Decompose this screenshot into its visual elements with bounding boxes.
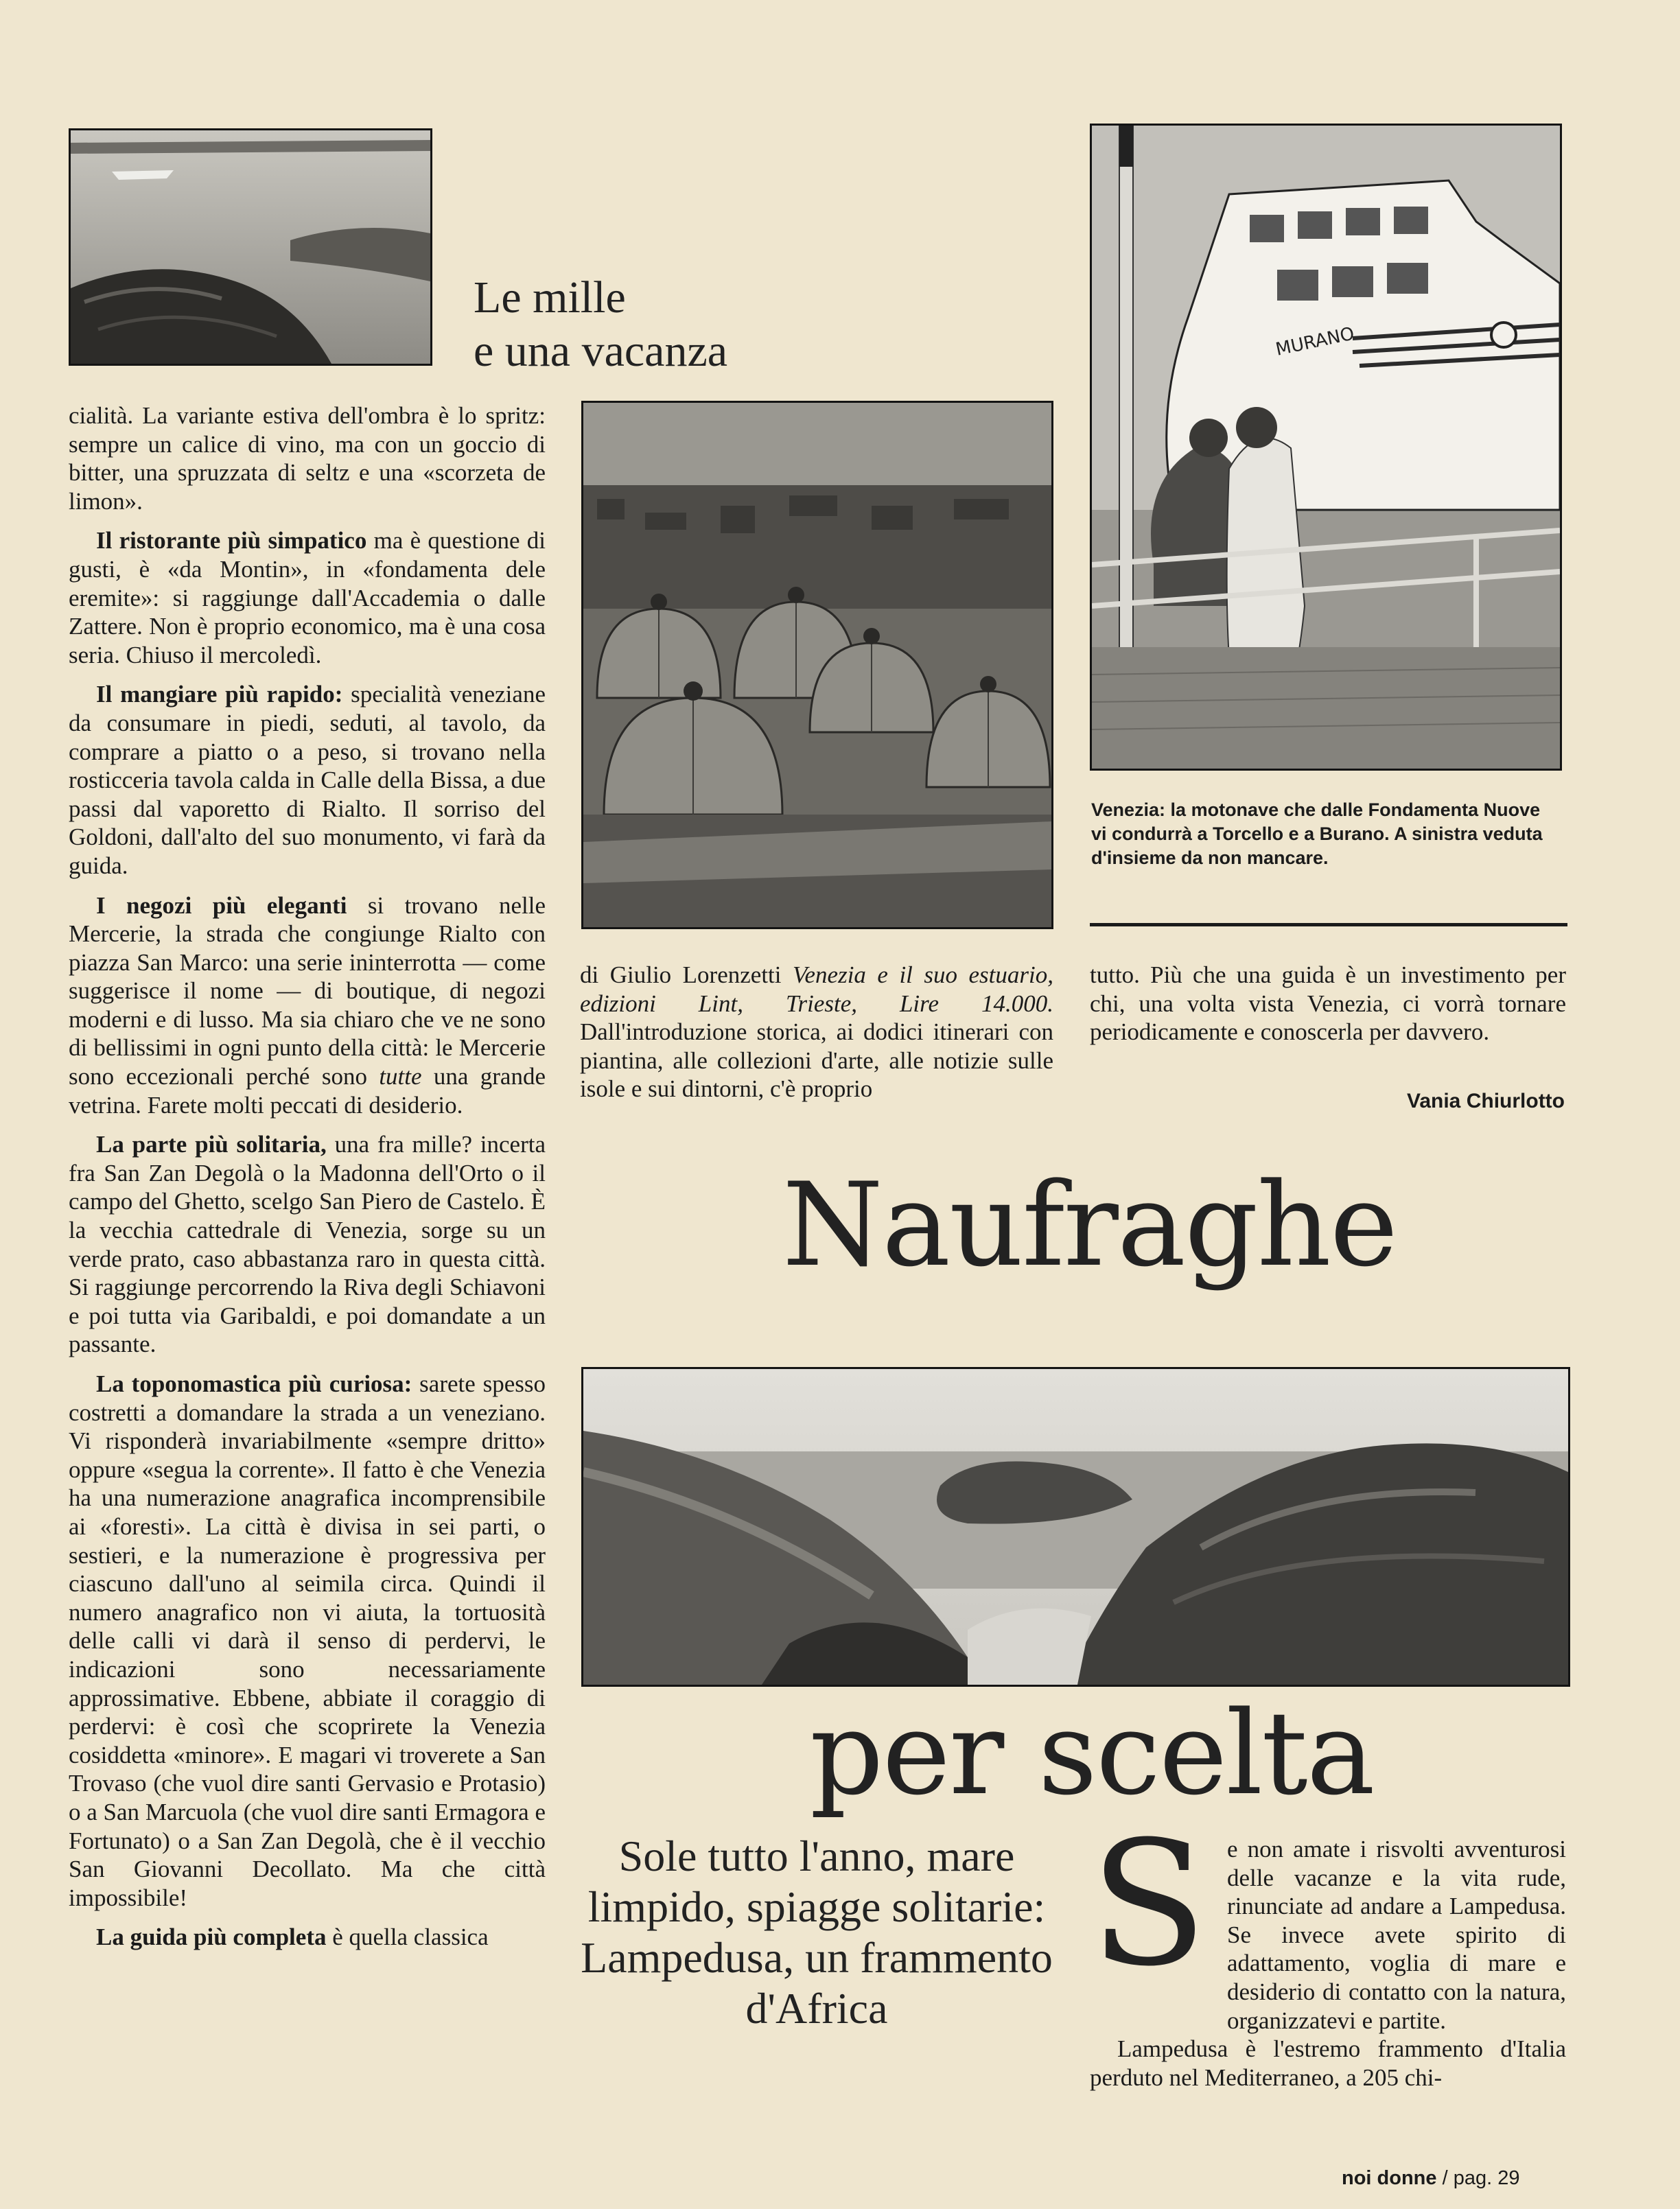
paragraph-solitaria [69, 1130, 546, 1359]
p3-lead: Il mangiare più rapido: [96, 681, 343, 708]
article-bottom-body [1090, 1835, 1566, 2103]
col2-emphasis: Venezia e il suo estuario, edizioni Lint, Trieste, Lire 14.000. [580, 961, 1054, 1017]
headline-per-scelta: per scelta [810, 1686, 1374, 1821]
p4-text-a: si trovano nelle Mercerie, la strada che congiunge Rialto con piazza San Marco: una serie ininterrotta — come suggerisce il nome — di boutique, di negozi moderni e di lusso. Ma sia chiaro che ve ne sono di bellissimi in ogni punto della città: le Mercerie sono eccezionali perché sono [69, 891, 546, 1090]
paragraph-toponomastica [69, 1370, 546, 1912]
paragraph-mangiare [69, 680, 546, 880]
motonave-photo [1090, 124, 1562, 771]
p7-text: è quella classica [326, 1924, 489, 1951]
p5-lead: La parte più solitaria, [96, 1131, 327, 1158]
article-column-3 [1090, 961, 1566, 1057]
article-deck: Sole tutto l'anno, mare limpido, spiagge solitarie: Lampedusa, un frammento d'Africa [581, 1832, 1053, 2033]
section-divider [1090, 923, 1567, 926]
p6-lead: La toponomastica più curiosa: [96, 1370, 412, 1397]
boat-name-label: MURANO [1274, 323, 1357, 360]
paragraph-spritz [69, 401, 546, 515]
dropcap-spacer [1090, 1835, 1227, 2013]
page-footer [1342, 2167, 1568, 2190]
p3-text: specialità veneziane da consumare in piedi, seduti, al tavolo, da comprare a piatto o a peso, si trovano nella rosticceria tavola calda in Calle della Bissa, a due passi dal vaporetto di Rialto. Il sorriso del Goldoni, dall'alto del suo monumento, vi farà da guida. [69, 681, 546, 879]
col2-text-b: Dall'introduzione storica, ai dodici itinerari con piantina, alle collezioni d'arte, alle notizie sulle isole e sui dintorni, c'è proprio [580, 1018, 1053, 1103]
p4-emphasis: tutte [379, 1063, 422, 1090]
paragraph-ristorante [69, 526, 546, 669]
col3-text: tutto. Più che una guida è un investimento per chi, una volta vista Venezia, ci vorrà tornare periodicamente e conoscerla per davvero. [1090, 961, 1566, 1046]
title-line-2: e una vacanza [474, 326, 728, 376]
article-column-2 [580, 961, 1053, 1114]
p4-text-b: una grande vetrina. Farete molti peccati di desiderio. [69, 1063, 546, 1119]
body-p2: Lampedusa è l'estremo frammento d'Italia perduto nel Mediterraneo, a 205 chi- [1090, 2035, 1566, 2091]
paragraph-lampedusa-geo [1090, 2035, 1566, 2092]
drop-cap: S [1090, 1804, 1208, 2004]
lampedusa-photo [581, 1367, 1570, 1687]
author-name: Vania Chiurlotto [1406, 1090, 1565, 1112]
body-p1: e non amate i risvolti avventurosi delle vacanze e la vita rude, rinunciate ad andare a Lampedusa. Se invece avete spirito di adattamento, voglia di mare e desiderio di contatto con la natura, organizzatevi e partite. [1227, 1836, 1566, 2034]
paragraph-guida [69, 1923, 546, 1952]
paragraph-negozi [69, 891, 546, 1120]
photo-caption: Venezia: la motonave che dalle Fondamenta Nuove vi condurrà a Torcello e a Burano. A sinistra veduta d'insieme da non mancare. [1091, 799, 1543, 868]
p5-text: una fra mille? incerta fra San Zan Degolà o la Madonna dell'Orto o il campo del Ghetto, scelgo San Piero de Castelo. È la vecchia cattedrale di Venezia, sorge su un verde prato, caso abbastanza raro in questa città. Si raggiunge percorrendo la Riva degli Schiavoni e poi tutta via Garibaldi, e poi domandate a un passante. [69, 1131, 546, 1358]
article-title-top [474, 271, 858, 378]
coastline-photo [69, 128, 432, 366]
p4-lead: I negozi più eleganti [96, 891, 347, 919]
p2-text: ma è questione di gusti, è «da Montin», in «fondamenta dele eremite»: si raggiunge dall'Accademia o dalle Zattere. Non è proprio economico, ma è una cosa seria. Chiuso il mercoledì. [69, 527, 546, 668]
paragraph-lorenzetti [580, 961, 1053, 1103]
p7-lead: La guida più completa [96, 1924, 327, 1951]
p6-text: sarete spesso costretti a domandare la strada a un veneziano. Vi risponderà invariabilmente «sempre dritto» oppure «segua la corrente». Il fatto è che Venezia ha una numerazione anagrafica incomprensibile ai «foresti». La città è divisa in sei parti, o sestieri, e la numerazione è progressiva per ciascuno dall'uno al seimila circa. Quindi il numero anagrafico non vi aiuta, la tortuosità delle calli vi darà il senso di perdervi, le indicazioni sono necessariamente approssimative. Ebbene, abbiate il coraggio di perdervi: è così che scoprirete la Venezia cosiddetta «minore». E magari vi troverete a San Trovaso (che vuol dire santi Gervasio e Protasio) o a San Marcuola (che vuol dire santi Ermagora e Fortunato) o a San Zan Degolà, che è il vecchio San Giovanni Decollato. Ma che città impossibile! [69, 1370, 546, 1911]
paragraph-investimento [1090, 961, 1566, 1047]
p1-text: cialità. La variante estiva dell'ombra è lo spritz: sempre un calice di vino, ma con un goccio di bitter, una spruzzata di seltz e una «scorzeta de limon». [69, 402, 546, 515]
magazine-name: noi donne [1342, 2167, 1437, 2189]
article-column-1 [69, 401, 546, 1963]
title-line-1: Le mille [474, 272, 626, 323]
footer-separator: / [1442, 2167, 1448, 2189]
paragraph-lampedusa-intro [1090, 1835, 1566, 2035]
page-number: pag. 29 [1453, 2167, 1520, 2189]
headline-naufraghe: Naufraghe [782, 1158, 1397, 1292]
p2-lead: Il ristorante più simpatico [96, 527, 367, 554]
venice-domes-photo [581, 401, 1053, 929]
col2-text-a: di Giulio Lorenzetti [580, 961, 793, 988]
